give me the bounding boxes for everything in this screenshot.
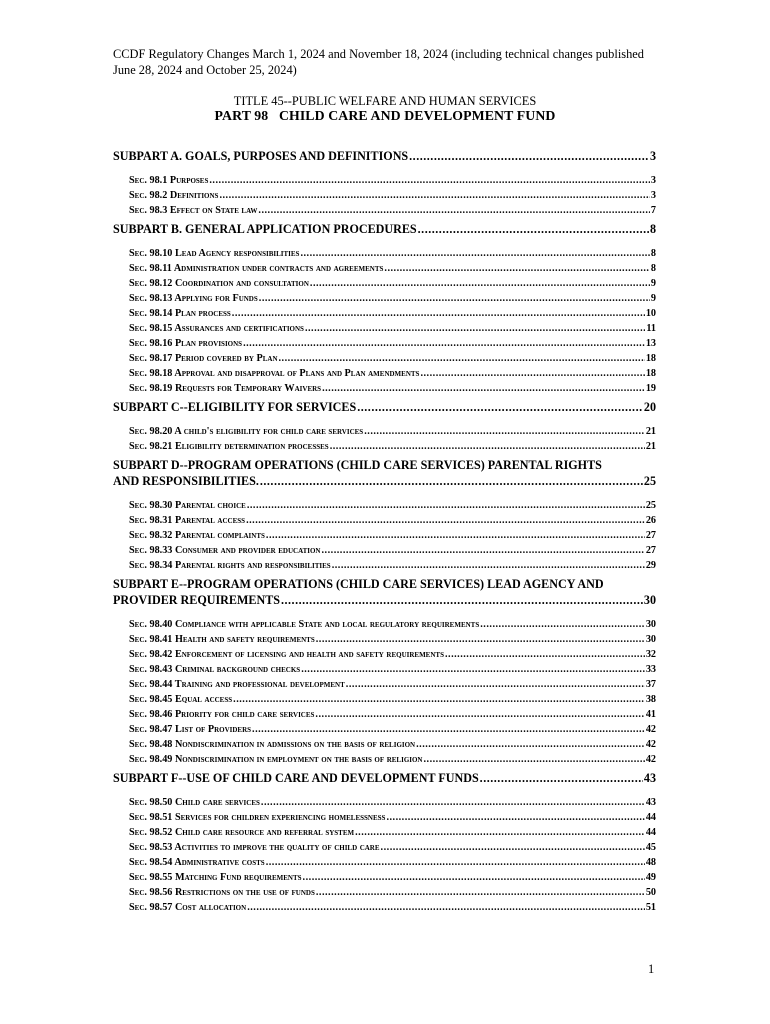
header-line-1: CCDF Regulatory Changes March 1, 2024 and November 18, 2024 (including technical changes published bbox=[113, 47, 644, 61]
dot-leader bbox=[260, 473, 643, 489]
toc-subpart-f[interactable] bbox=[113, 770, 656, 786]
subpart-page: 43 bbox=[643, 771, 656, 785]
entry-page: 25 bbox=[645, 500, 656, 511]
entry-label: Sec. 98.43 Criminal background checks bbox=[129, 664, 301, 675]
toc-entry[interactable] bbox=[113, 707, 656, 722]
entry-page: 21 bbox=[645, 426, 656, 437]
entry-label: Sec. 98.47 List of Providers bbox=[129, 724, 252, 735]
dot-leader bbox=[246, 513, 645, 528]
entry-page: 30 bbox=[645, 619, 656, 630]
entry-label: Sec. 98.34 Parental rights and responsibilities bbox=[129, 560, 331, 571]
toc-entry[interactable] bbox=[113, 528, 656, 543]
entry-page: 50 bbox=[645, 887, 656, 898]
page-number: 1 bbox=[648, 962, 655, 976]
toc-entry[interactable] bbox=[113, 366, 656, 381]
toc-entry[interactable] bbox=[113, 870, 656, 885]
toc-entry[interactable] bbox=[113, 424, 656, 439]
dot-leader bbox=[409, 148, 649, 164]
entry-label: Sec. 98.51 Services for children experiencing homelessness bbox=[129, 812, 386, 823]
entry-page: 51 bbox=[645, 902, 656, 913]
dot-leader bbox=[279, 351, 645, 366]
subpart-page: 25 bbox=[643, 474, 656, 488]
entry-page: 9 bbox=[650, 293, 656, 304]
toc-entry[interactable] bbox=[113, 513, 656, 528]
dot-leader bbox=[316, 632, 645, 647]
entry-page: 37 bbox=[645, 679, 656, 690]
entry-page: 8 bbox=[650, 248, 656, 259]
dot-leader bbox=[480, 617, 645, 632]
table-of-contents bbox=[113, 148, 656, 915]
entry-label: Sec. 98.44 Training and professional development bbox=[129, 679, 345, 690]
entry-label: Sec. 98.46 Priority for child care services bbox=[129, 709, 315, 720]
entry-page: 7 bbox=[650, 205, 656, 216]
toc-subpart-b[interactable] bbox=[113, 221, 656, 237]
dot-leader bbox=[418, 221, 649, 237]
toc-entry[interactable] bbox=[113, 855, 656, 870]
toc-entry[interactable] bbox=[113, 737, 656, 752]
part-title: PART 98 CHILD CARE AND DEVELOPMENT FUND bbox=[214, 108, 556, 123]
toc-entry[interactable] bbox=[113, 543, 656, 558]
entry-page: 21 bbox=[645, 441, 656, 452]
toc-entry[interactable] bbox=[113, 173, 656, 188]
header-line-2: June 28, 2024 and October 25, 2024) bbox=[113, 62, 297, 77]
toc-entry[interactable] bbox=[113, 306, 656, 321]
toc-entry[interactable] bbox=[113, 795, 656, 810]
toc-entry[interactable] bbox=[113, 900, 656, 915]
toc-entry[interactable] bbox=[113, 558, 656, 573]
entry-page: 3 bbox=[650, 175, 656, 186]
dot-leader bbox=[332, 558, 645, 573]
toc-entry[interactable] bbox=[113, 632, 656, 647]
dot-leader bbox=[322, 543, 645, 558]
entry-label: Sec. 98.54 Administrative costs bbox=[129, 857, 265, 868]
toc-entry[interactable] bbox=[113, 351, 656, 366]
toc-entry[interactable] bbox=[113, 291, 656, 306]
entry-page: 44 bbox=[645, 812, 656, 823]
entry-label: Sec. 98.15 Assurances and certifications bbox=[129, 323, 304, 334]
dot-leader bbox=[384, 261, 650, 276]
entry-page: 26 bbox=[645, 515, 656, 526]
entry-page: 9 bbox=[650, 278, 656, 289]
dot-leader bbox=[305, 321, 645, 336]
dot-leader bbox=[232, 306, 645, 321]
entry-label: Sec. 98.42 Enforcement of licensing and health and safety requirements bbox=[129, 649, 444, 660]
entry-page: 41 bbox=[645, 709, 656, 720]
entry-label: Sec. 98.13 Applying for Funds bbox=[129, 293, 258, 304]
dot-leader bbox=[247, 498, 645, 513]
entry-label: Sec. 98.31 Parental access bbox=[129, 515, 246, 526]
entry-label: Sec. 98.19 Requests for Temporary Waivers bbox=[129, 383, 322, 394]
toc-entry[interactable] bbox=[113, 188, 656, 203]
entry-page: 18 bbox=[645, 353, 656, 364]
toc-entry[interactable] bbox=[113, 810, 656, 825]
dot-leader bbox=[310, 276, 650, 291]
dot-leader bbox=[261, 795, 645, 810]
subpart-label-line-1: SUBPART D--PROGRAM OPERATIONS (CHILD CARE SERVICES) PARENTAL RIGHTS bbox=[113, 458, 602, 472]
dot-leader bbox=[423, 752, 644, 767]
entry-label: Sec. 98.21 Eligibility determination processes bbox=[129, 441, 329, 452]
subpart-label-line-1: SUBPART E--PROGRAM OPERATIONS (CHILD CARE SERVICES) LEAD AGENCY AND bbox=[113, 577, 604, 591]
entry-page: 18 bbox=[645, 368, 656, 379]
entry-page: 48 bbox=[645, 857, 656, 868]
entry-label: Sec. 98.40 Compliance with applicable State and local regulatory requirements bbox=[129, 619, 480, 630]
dot-leader bbox=[346, 677, 645, 692]
entry-label: Sec. 98.53 Activities to improve the quality of child care bbox=[129, 842, 380, 853]
entry-page: 42 bbox=[645, 754, 656, 765]
subpart-page: 3 bbox=[649, 149, 656, 163]
entry-label: Sec. 98.2 Definitions bbox=[129, 190, 219, 201]
dot-leader bbox=[357, 399, 643, 415]
entry-label: Sec. 98.10 Lead Agency responsibilities bbox=[129, 248, 300, 259]
subpart-label: SUBPART C--ELIGIBILITY FOR SERVICES bbox=[113, 400, 357, 414]
entry-label: Sec. 98.52 Child care resource and referral system bbox=[129, 827, 355, 838]
entry-label: Sec. 98.14 Plan process bbox=[129, 308, 231, 319]
dot-leader bbox=[420, 366, 644, 381]
entry-label: Sec. 98.3 Effect on State law bbox=[129, 205, 258, 216]
dot-leader bbox=[416, 737, 645, 752]
entry-label: Sec. 98.50 Child care services bbox=[129, 797, 260, 808]
entry-page: 10 bbox=[645, 308, 656, 319]
dot-leader bbox=[281, 592, 643, 608]
dot-leader bbox=[219, 188, 649, 203]
subpart-label: SUBPART A. GOALS, PURPOSES AND DEFINITIONS bbox=[113, 149, 409, 163]
entry-label: Sec. 98.20 A child's eligibility for child care services bbox=[129, 426, 364, 437]
toc-entry[interactable] bbox=[113, 722, 656, 737]
entry-page: 13 bbox=[645, 338, 656, 349]
toc-entry[interactable] bbox=[113, 662, 656, 677]
toc-entry[interactable] bbox=[113, 617, 656, 632]
dot-leader bbox=[247, 900, 645, 915]
entry-page: 19 bbox=[645, 383, 656, 394]
toc-entry[interactable] bbox=[113, 321, 656, 336]
toc-entry[interactable] bbox=[113, 692, 656, 707]
dot-leader bbox=[252, 722, 645, 737]
toc-entry[interactable] bbox=[113, 825, 656, 840]
entry-page: 11 bbox=[646, 323, 656, 334]
entry-page: 8 bbox=[650, 263, 656, 274]
dot-leader bbox=[386, 810, 644, 825]
entry-label: Sec. 98.11 Administration under contracts and agreements bbox=[129, 263, 384, 274]
entry-label: Sec. 98.18 Approval and disapproval of Plans and Plan amendments bbox=[129, 368, 420, 379]
toc-entry[interactable] bbox=[113, 381, 656, 396]
dot-leader bbox=[316, 885, 645, 900]
entry-page: 42 bbox=[645, 739, 656, 750]
entry-label: Sec. 98.48 Nondiscrimination in admissions on the basis of religion bbox=[129, 739, 416, 750]
entry-label: Sec. 98.12 Coordination and consultation bbox=[129, 278, 309, 289]
entry-label: Sec. 98.56 Restrictions on the use of funds bbox=[129, 887, 315, 898]
toc-entry[interactable] bbox=[113, 647, 656, 662]
entry-page: 42 bbox=[645, 724, 656, 735]
entry-page: 3 bbox=[650, 190, 656, 201]
entry-label: Sec. 98.49 Nondiscrimination in employment on the basis of religion bbox=[129, 754, 423, 765]
toc-entry[interactable] bbox=[113, 840, 656, 855]
entry-page: 27 bbox=[645, 545, 656, 556]
entry-page: 38 bbox=[645, 694, 656, 705]
dot-leader bbox=[301, 662, 645, 677]
toc-entry[interactable] bbox=[113, 752, 656, 767]
dot-leader bbox=[266, 528, 645, 543]
toc-entry[interactable] bbox=[113, 885, 656, 900]
dot-leader bbox=[480, 770, 643, 786]
entry-label: Sec. 98.45 Equal access bbox=[129, 694, 233, 705]
dot-leader bbox=[364, 424, 645, 439]
dot-leader bbox=[233, 692, 645, 707]
dot-leader bbox=[315, 707, 644, 722]
toc-subpart-c[interactable] bbox=[113, 399, 656, 415]
dot-leader bbox=[381, 840, 645, 855]
entry-page: 30 bbox=[645, 634, 656, 645]
subpart-label-line-2: AND RESPONSIBILITIES. bbox=[113, 474, 259, 488]
dot-leader bbox=[243, 336, 645, 351]
dot-leader bbox=[330, 439, 645, 454]
entry-label: Sec. 98.32 Parental complaints bbox=[129, 530, 265, 541]
document-header bbox=[113, 47, 658, 78]
toc-entry[interactable] bbox=[113, 336, 656, 351]
entry-page: 44 bbox=[645, 827, 656, 838]
dot-leader bbox=[355, 825, 645, 840]
dot-leader bbox=[209, 173, 650, 188]
toc-entry[interactable] bbox=[113, 439, 656, 454]
entry-label: Sec. 98.57 Cost allocation bbox=[129, 902, 247, 913]
dot-leader bbox=[259, 291, 650, 306]
entry-label: Sec. 98.41 Health and safety requirements bbox=[129, 634, 315, 645]
subpart-page: 30 bbox=[643, 593, 656, 607]
toc-entry[interactable] bbox=[113, 276, 656, 291]
dot-leader bbox=[322, 381, 645, 396]
entry-label: Sec. 98.1 Purposes bbox=[129, 175, 209, 186]
entry-page: 27 bbox=[645, 530, 656, 541]
subpart-page: 8 bbox=[649, 222, 656, 236]
toc-entry[interactable] bbox=[113, 203, 656, 218]
subpart-page: 20 bbox=[643, 400, 656, 414]
toc-subpart-d[interactable] bbox=[113, 457, 656, 489]
title: TITLE 45--PUBLIC WELFARE AND HUMAN SERVICES bbox=[233, 94, 537, 108]
dot-leader bbox=[266, 855, 645, 870]
dot-leader bbox=[303, 870, 645, 885]
dot-leader bbox=[258, 203, 650, 218]
subpart-label: SUBPART B. GENERAL APPLICATION PROCEDURES bbox=[113, 222, 417, 236]
subpart-label: SUBPART F--USE OF CHILD CARE AND DEVELOPMENT FUNDS bbox=[113, 771, 479, 785]
entry-page: 33 bbox=[645, 664, 656, 675]
entry-label: Sec. 98.33 Consumer and provider education bbox=[129, 545, 321, 556]
entry-label: Sec. 98.17 Period covered by Plan bbox=[129, 353, 278, 364]
entry-label: Sec. 98.16 Plan provisions bbox=[129, 338, 243, 349]
entry-page: 49 bbox=[645, 872, 656, 883]
toc-entry[interactable] bbox=[113, 246, 656, 261]
dot-leader bbox=[445, 647, 645, 662]
entry-label: Sec. 98.55 Matching Fund requirements bbox=[129, 872, 302, 883]
toc-subpart-a[interactable] bbox=[113, 148, 656, 164]
entry-label: Sec. 98.30 Parental choice bbox=[129, 500, 246, 511]
entry-page: 29 bbox=[645, 560, 656, 571]
toc-entry[interactable] bbox=[113, 677, 656, 692]
toc-entry[interactable] bbox=[113, 498, 656, 513]
entry-page: 43 bbox=[645, 797, 656, 808]
toc-subpart-e[interactable] bbox=[113, 576, 656, 608]
toc-entry[interactable] bbox=[113, 261, 656, 276]
entry-page: 32 bbox=[645, 649, 656, 660]
entry-page: 45 bbox=[645, 842, 656, 853]
dot-leader bbox=[300, 246, 649, 261]
subpart-label-line-2: PROVIDER REQUIREMENTS bbox=[113, 593, 280, 607]
